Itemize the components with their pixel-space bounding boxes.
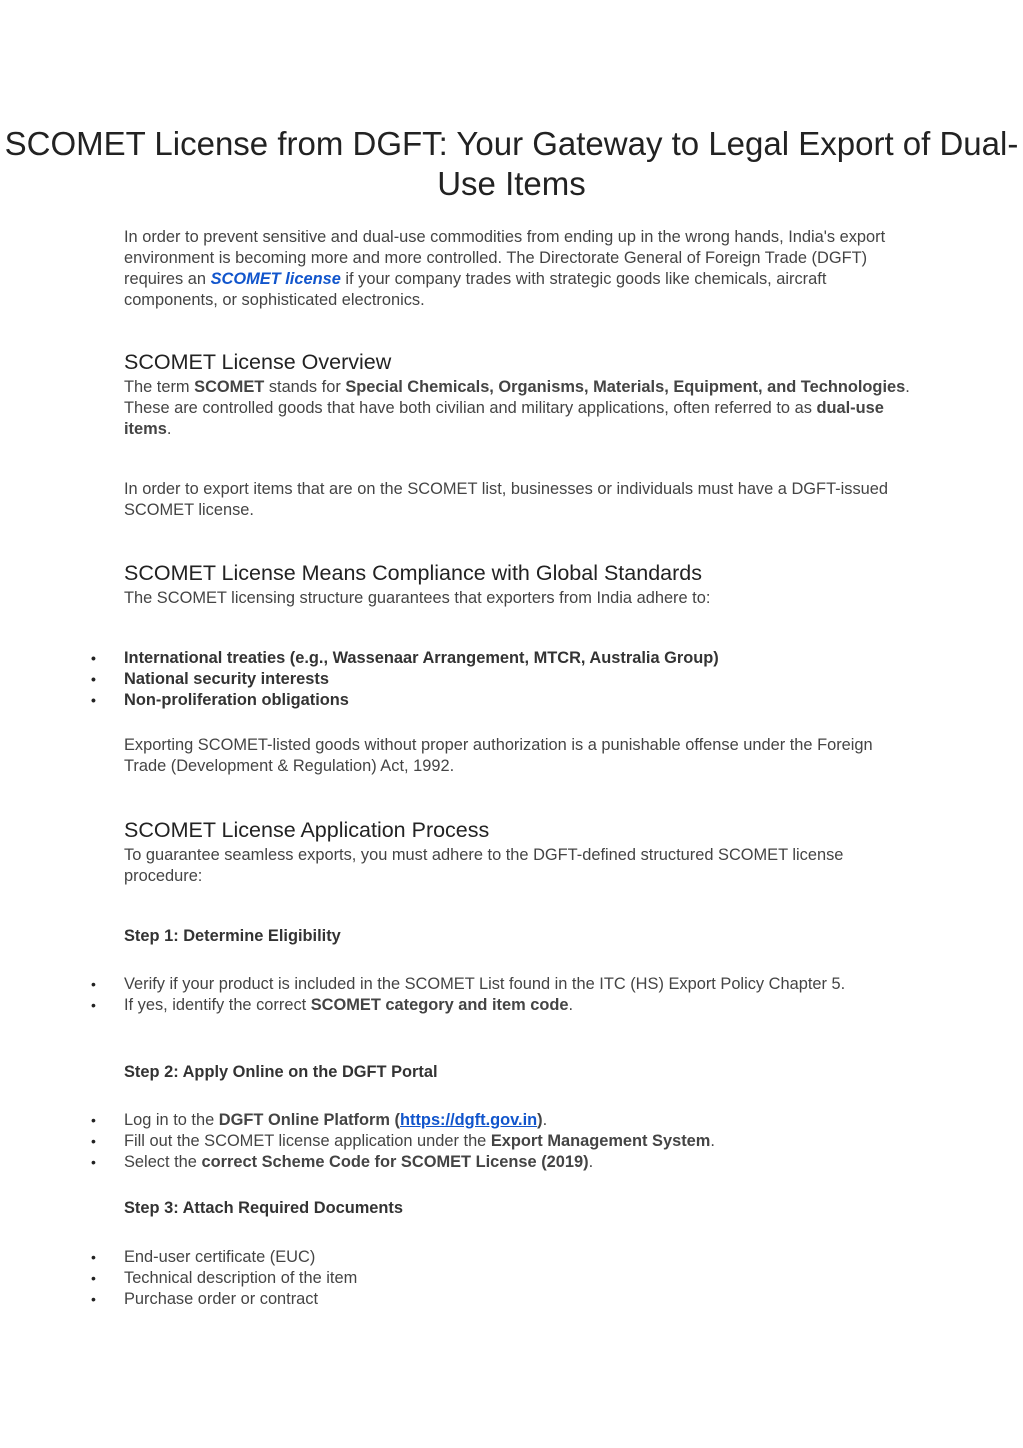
text: Fill out the SCOMET license application under the: [124, 1132, 491, 1150]
bullet-icon: •: [91, 1154, 96, 1170]
list-item: [0, 974, 1023, 995]
step1: [124, 926, 914, 947]
list-item: [0, 648, 1023, 669]
text: ): [537, 1111, 543, 1129]
bullet-icon: •: [91, 976, 96, 992]
step2-title: Step 2: Apply Online on the DGFT Portal: [124, 1063, 438, 1081]
process-heading: SCOMET License Application Process: [124, 818, 490, 842]
compliance-heading: SCOMET License Means Compliance with Global Standards: [124, 561, 702, 585]
intro-text-end: if your company trades with strategic goods like chemicals, aircraft components, or sophisticated electronics.: [124, 270, 827, 309]
step2: [124, 1062, 914, 1083]
text: stands for: [264, 378, 346, 396]
page-title: SCOMET License from DGFT: Your Gateway to Legal Export of Dual-Use Items: [4, 125, 1019, 202]
text: .: [166, 420, 172, 438]
list-item: [0, 995, 1023, 1016]
list-item-text: International treaties (e.g., Wassenaar Arrangement, MTCR, Australia Group): [124, 649, 719, 667]
list-item: [0, 1247, 1023, 1268]
penalty-note: Exporting SCOMET-listed goods without proper authorization is a punishable offense under the Foreign Trade (Development & Regulation) Act, 1992.: [124, 736, 873, 775]
list-item: [0, 669, 1023, 690]
scomet-expansion: Special Chemicals, Organisms, Materials, Equipment, and Technologies: [345, 378, 906, 396]
step2-list: [0, 1110, 1023, 1173]
overview-heading: SCOMET License Overview: [124, 350, 392, 374]
compliance-intro: The SCOMET licensing structure guarantees that exporters from India adhere to:: [124, 589, 711, 607]
step1-title: Step 1: Determine Eligibility: [124, 927, 341, 945]
compliance-note: [124, 735, 914, 777]
bullet-icon: •: [91, 1270, 96, 1286]
step3-title: Step 3: Attach Required Documents: [124, 1199, 403, 1217]
text: .: [710, 1132, 715, 1150]
bullet-icon: •: [91, 650, 96, 666]
list-item: [0, 1289, 1023, 1310]
bullet-icon: •: [91, 1249, 96, 1265]
dgft-portal-link[interactable]: https://dgft.gov.in: [400, 1111, 538, 1129]
dual-use-term: dual-use items: [124, 399, 884, 438]
step1-list: [0, 974, 1023, 1016]
category-code-text: SCOMET category and item code: [310, 996, 569, 1014]
list-item: [0, 1110, 1023, 1131]
license-requirement-text: In order to export items that are on the SCOMET list, businesses or individuals must have a DGFT-issued SCOMET license.: [124, 480, 889, 519]
text: .: [542, 1111, 548, 1129]
scomet-license-link[interactable]: SCOMET license: [210, 270, 341, 288]
overview-section: [124, 349, 914, 440]
bullet-icon: •: [91, 692, 96, 708]
text: .: [568, 996, 574, 1014]
step3: [124, 1198, 914, 1219]
process-intro: To guarantee seamless exports, you must adhere to the DGFT-defined structured SCOMET license procedure:: [124, 846, 844, 885]
intro-paragraph: [124, 227, 914, 311]
list-item-text: Purchase order or contract: [124, 1290, 319, 1308]
overview-paragraph-2: [124, 479, 914, 521]
scomet-term: SCOMET: [194, 378, 265, 396]
list-item-text: Non-proliferation obligations: [124, 691, 349, 709]
text: Log in to the: [124, 1111, 219, 1129]
list-item-text: National security interests: [124, 670, 329, 688]
intro-text: In order to prevent sensitive and dual-use commodities from ending up in the wrong hands, India's export environment is becoming more and more controlled. The Directorate General of Foreign Trade (DGFT) requires an: [124, 228, 886, 288]
bullet-icon: •: [91, 1291, 96, 1307]
platform-name: DGFT Online Platform (: [218, 1111, 400, 1129]
list-item: [0, 1152, 1023, 1173]
bullet-icon: •: [91, 997, 96, 1013]
list-item-text: End-user certificate (EUC): [124, 1248, 316, 1266]
compliance-section: [124, 560, 914, 609]
text: .: [588, 1153, 594, 1171]
list-item-text: Technical description of the item: [124, 1269, 358, 1287]
bullet-icon: •: [91, 1112, 96, 1128]
bullet-icon: •: [91, 671, 96, 687]
text: . These are controlled goods that have both civilian and military applications, often referred to as: [124, 378, 910, 417]
text: If yes, identify the correct: [124, 996, 311, 1014]
system-name: Export Management System: [490, 1132, 711, 1150]
bullet-icon: •: [91, 1133, 96, 1149]
text: Select the: [124, 1153, 202, 1171]
overview-paragraph: [124, 377, 914, 440]
list-item: [0, 690, 1023, 711]
list-item: [0, 1131, 1023, 1152]
process-section: [124, 817, 914, 887]
step3-list: [0, 1247, 1023, 1310]
compliance-list: [0, 648, 1023, 711]
list-item-text: Verify if your product is included in the SCOMET List found in the ITC (HS) Export Policy Chapter 5.: [124, 975, 846, 993]
scheme-code-text: correct Scheme Code for SCOMET License (2019): [201, 1153, 589, 1171]
list-item: [0, 1268, 1023, 1289]
text: The term: [124, 378, 195, 396]
